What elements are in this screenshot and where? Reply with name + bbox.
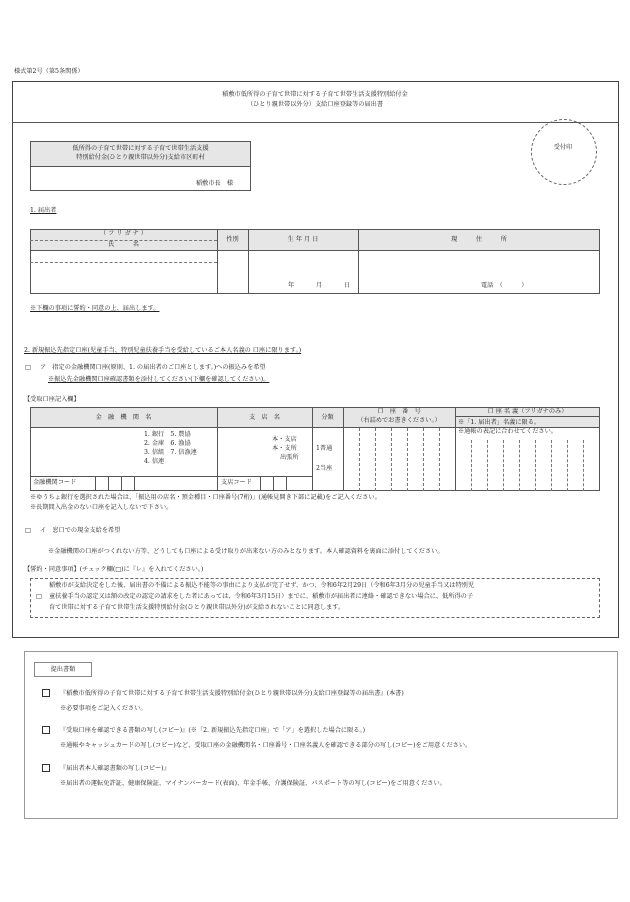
name-label: 氏 名 [108, 241, 139, 248]
stamp-label: 受付印 [553, 144, 573, 151]
bank-type-2: 2. 金庫 6. 漁協 [144, 440, 191, 447]
mayor-address: 稲敷市長 様 [196, 180, 234, 187]
section2-heading: 2. 新規振込先指定口座(児童手当、特別児童扶養手当を受給しているご本人名義の 口座に限ります。) [24, 347, 302, 354]
account-holder-header: 口 座 名 義（フリガナのみ） [487, 408, 568, 415]
form-title-line1: 稲敷市低所得の子育て世帯に対する子育て世帯生活支援特別給付金 [222, 91, 408, 98]
branch-type-2: 本・支所 [272, 445, 297, 452]
document-title-1: 『稲敷市低所得の子育て世帯に対する子育て世帯生活支援特別給付金(ひとり親世帯以外分)支給口座登録等の届出書』(本書) [60, 690, 404, 697]
pledge-line1: 稲敷市が支給決定をした後、届出書の不備による振込不能等の事由により支払が完了せず、かつ、令和6年2月29日（令和6年3月分の児童手当又は特別児 [49, 582, 475, 589]
category-header: 分類 [321, 414, 334, 421]
document-note-2: ※通帳やキャッシュカードの写し(コピー)など、受取口座の金融機関名・口座番号・口座名義人を確認できる部分の写し(コピー)をご用意ください。 [60, 742, 472, 749]
document-checkbox-1[interactable] [42, 689, 50, 697]
furigana-label: （ フ リ ガ ナ ） [100, 230, 147, 237]
day-label: 日 [344, 282, 351, 289]
section1-heading: 1. 届出者 [30, 207, 57, 214]
bank-type-3: 3. 信組 7. 信漁連 [144, 449, 197, 456]
option-i-label: イ 窓口での現金支給を希望 [40, 527, 121, 534]
checkbox-i-glyph[interactable]: □ [25, 527, 31, 534]
documents-heading: 提出書類 [50, 666, 76, 673]
bank-code-label: 金融機関コード [33, 479, 77, 486]
address-label: 現 住 所 [451, 236, 507, 243]
account-type-1: 1普通 [316, 445, 333, 452]
option-a-label: ア 指定の金融機関口座(原則、1. の届出者のご口座とします。)への振込みを希望 [40, 364, 266, 371]
account-number-header: 口 座 番 号 [377, 408, 421, 415]
branch-type-1: 本・支店 [272, 436, 297, 443]
holder-note1: ※「1. 届出者」名義に限る。 [458, 419, 541, 426]
checkbox-a-glyph[interactable]: □ [25, 364, 31, 371]
option-a-note: ※振込先金融機関口座確認書類を添付してください(下欄を確認してください)。 [48, 376, 270, 383]
birthdate-label: 生 年 月 日 [287, 236, 319, 243]
holder-note2: ※通帳の表記に合わせてください。 [458, 428, 557, 435]
document-note-3: ※届出者の運転免許証、健康保険証、マイナンバーカード(表面)、年金手帳、介護保険証、パスポート等の写し(コピー)をご用意ください。 [60, 780, 446, 787]
receiving-account-label: 【受取口座記入欄】 [24, 396, 80, 403]
long-term-note: ※長期間入出金のない口座を記入しないで下さい。 [30, 504, 173, 511]
branch-type-3: 出張所 [280, 454, 299, 461]
bank-name-header: 金 融 機 関 名 [95, 414, 152, 421]
year-label: 年 [288, 282, 295, 289]
document-note-1: ※必要事項をご記入ください。 [60, 705, 147, 712]
recipient-line1: 低所得の子育て世帯に対する子育て世帯生活支援 [72, 145, 209, 152]
account-type-2: 2当座 [316, 465, 333, 472]
branch-header: 支 店 名 [249, 414, 280, 421]
document-checkbox-2[interactable] [42, 726, 50, 734]
gender-label: 性別 [226, 236, 239, 243]
pledge-checkbox-glyph[interactable]: □ [36, 593, 42, 600]
pledge-line3: 育て世帯に対する子育て世帯生活支援特別給付金(ひとり親世帯以外分)が支給されないことに同意します。 [49, 604, 345, 611]
form-title-line2: （ひとり親世帯以外分）支給口座登録等の届出書 [246, 101, 384, 108]
document-title-2: 『受取口座を確認できる書類の写し(コピー)』(※「2. 新規振込先指定口座」で「ア」を選択した場合に限る。) [60, 727, 365, 734]
account-number-sub: （右詰めでお書きください。） [357, 417, 441, 424]
yucho-note: ※ゆうちょ銀行を選択された場合は、「振込用の店名・預金種目・口座番号(7桁)」(通帳見開き下部に記載)をご記入ください。 [30, 494, 381, 501]
option-i-note: ※金融機関の口座がつくれない方等、どうしても口座による受け取りが出来ない方のみとなります。本人確認資料を裏面に添付してください。 [48, 548, 444, 555]
pledge-heading: 【誓約・同意事項】(チェック欄(□)に『レ』を入れてください。) [24, 566, 204, 573]
recipient-line2: 特別給付金(ひとり親世帯以外分)支給市区町村 [76, 154, 205, 161]
month-label: 月 [316, 282, 323, 289]
phone-label: 電話 （ ） [481, 282, 528, 289]
form-number: 様式第2号（第5条関係） [14, 68, 84, 75]
document-title-3: 『届出者本人確認書類の写し(コピー)』 [60, 765, 170, 772]
consent-note: ※下欄の事項に誓約・同意の上、届出します。 [30, 305, 160, 312]
pledge-line2: 童扶養手当の認定又は額の改定の認定の請求をした者にあっては、令和6年3月15日）までに、稲敷市が届出者に連絡・確認できない場合に、低所得の子 [49, 593, 474, 600]
bank-type-1: 1. 銀行 5. 農協 [144, 431, 191, 438]
document-checkbox-3[interactable] [42, 764, 50, 772]
branch-code-label: 支店コード [221, 479, 252, 486]
bank-type-4: 4. 信連 [144, 458, 165, 465]
